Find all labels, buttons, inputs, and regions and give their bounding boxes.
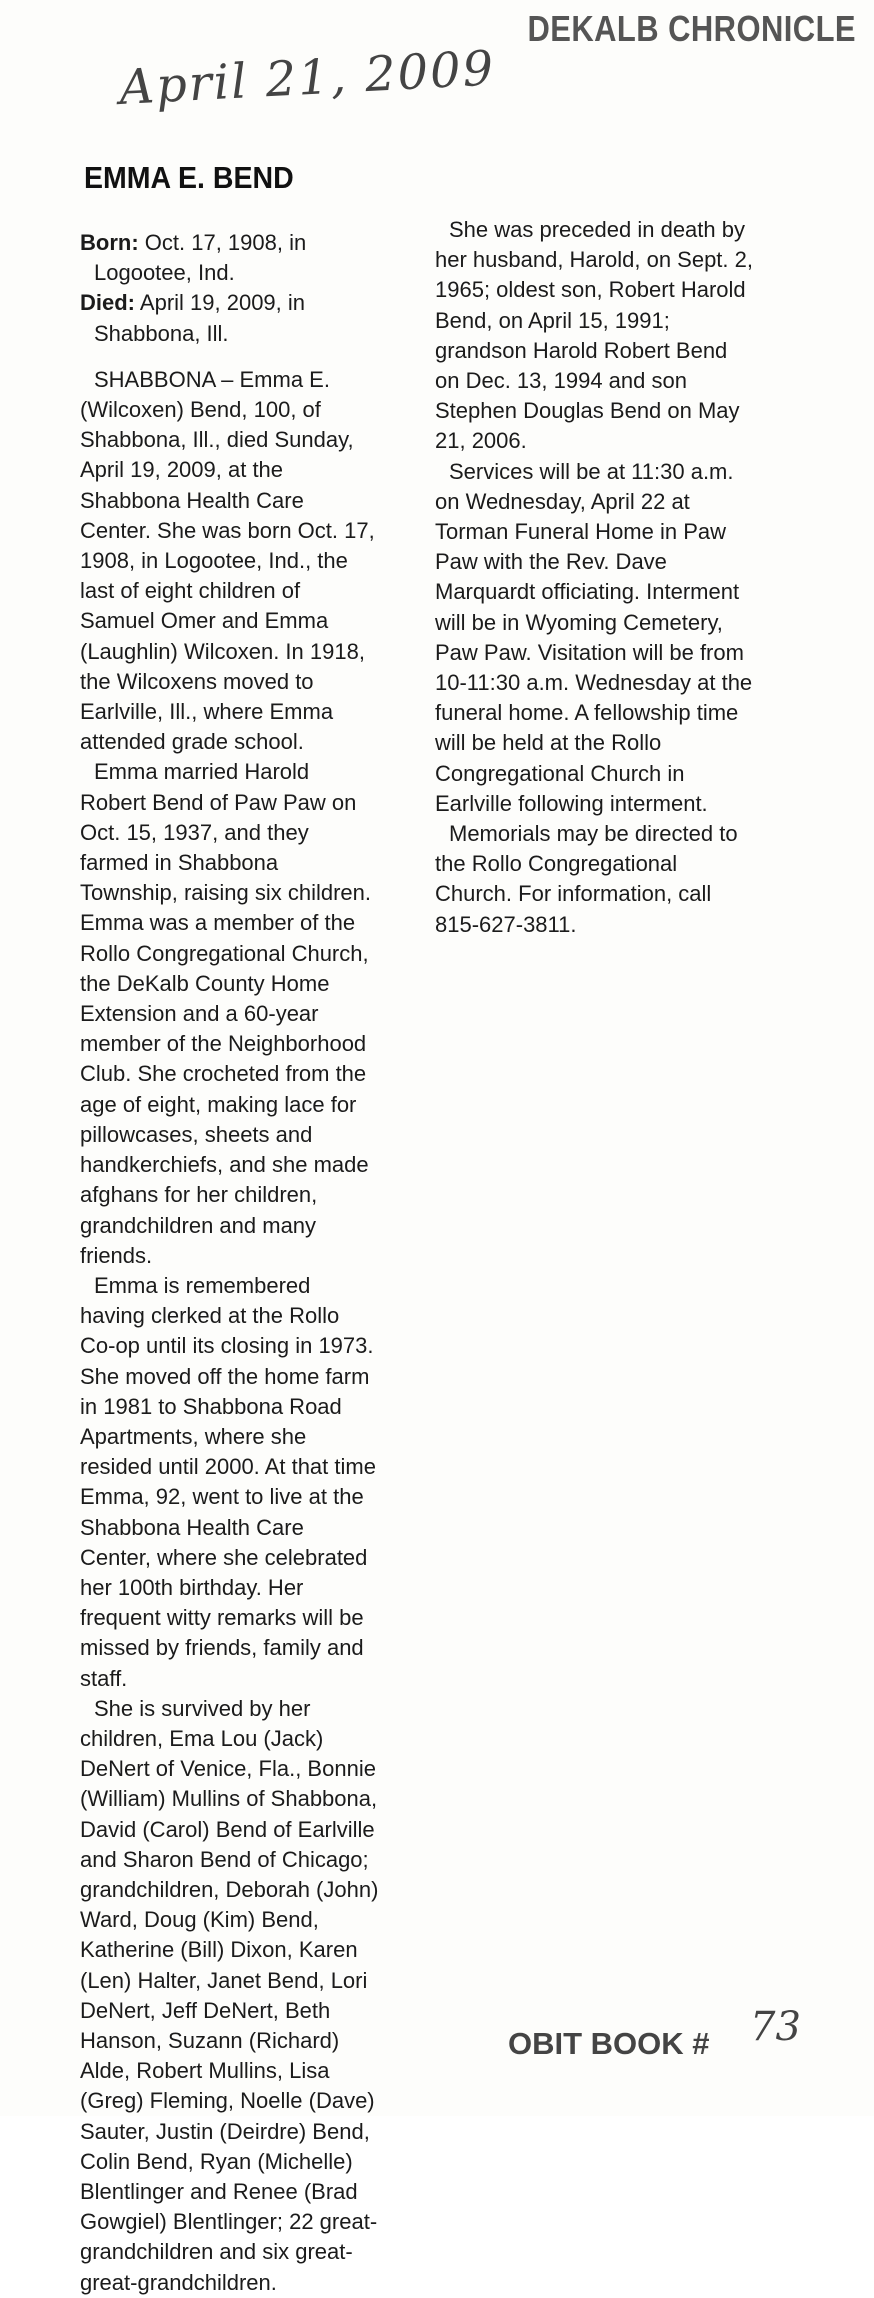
obituary-name: EMMA E. BEND [84,160,294,195]
obituary-paragraph: She is survived by her children, Ema Lou (Jack) DeNert of Venice, Fla., Bonnie (William) Mullins of Shabbona, David (Carol) Bend of Earlville and Sharon Bend of Chicago; grandchildren, Deborah (John) Ward, Doug (Kim) Bend, Katherine (Bill) Dixon, Karen (Len) Halter, Janet Bend, Lori DeNert, Jeff DeNert, Beth Hanson, Suzann (Richard) Alde, Robert Mullins, Lisa (Greg) Fleming, Noelle (Dave) Sauter, Justin (Deirdre) Bend, Colin Bend, Ryan (Michelle) Blentlinger and Renee (Brad Gowgiel) Blentlinger; 22 great-grandchildren and six great-great-grandchildren. [80,1695,379,2295]
died-text: April 19, 2009, in Shabbona, Ill. [94,290,306,346]
obituary-paragraph: She was preceded in death by her husband, Harold, on Sept. 2, 1965; oldest son, Robert Harold Bend, on April 15, 1991; grandson Harold Robert Bend on Dec. 13, 1994 and son Stephen Douglas Bend on May 21, 2006. [435,217,753,454]
obituary-paragraph: SHABBONA – Emma E. (Wilcoxen) Bend, 100, of Shabbona, Ill., died Sunday, April 19, 2009, at the Shabbona Health Care Center. She was born Oct. 17, 1908, in Logootee, Ind., the last of eight children of Samuel Omer and Emma (Laughlin) Wilcoxen. In 1918, the Wilcoxens moved to Earlville, Ill., where Emma attended grade school. [80,366,375,755]
obit-book-label: OBIT BOOK # [508,2026,710,2061]
obituary-paragraph: Emma is remembered having clerked at the Rollo Co-op until its closing in 1973. She moved off the home farm in 1981 to Shabbona Road Apartments, where she resided until 2000. At that time Emma, 92, went to live at the Shabbona Health Care Center, where she celebrated her 100th birthday. Her frequent witty remarks will be missed by friends, family and staff. [80,1272,376,1691]
died-line [80,288,380,348]
obituary-paragraph: Services will be at 11:30 a.m. on Wednesday, April 22 at Torman Funeral Home in Paw Paw with the Rev. Dave Marquardt officiating. Interment will be in Wyoming Cemetery, Paw Paw. Visitation will be from 10-11:30 a.m. Wednesday at the funeral home. A fellowship time will be held at the Rollo Congregational Church in Earlville following interment. [435,458,753,816]
column-left [80,198,380,2298]
obituary-paragraph: Emma married Harold Robert Bend of Paw Paw on Oct. 15, 1937, and they farmed in Shabbona Township, raising six children. Emma was a member of the Rollo Congregational Church, the DeKalb County Home Extension and a 60-year member of the Neighborhood Club. She crocheted from the age of eight, making lace for pillowcases, sheets and handkerchiefs, and she made afghans for her children, grandchildren and many friends. [80,759,372,1268]
newspaper-masthead: DEKALB CHRONICLE [527,8,856,49]
born-text: Oct. 17, 1908, in Logootee, Ind. [94,230,307,286]
obit-book-number: 73 [750,2004,801,2050]
born-label: Born: [80,230,139,255]
column-right [435,215,755,940]
obituary-paragraph: Memorials may be directed to the Rollo Congregational Church. For information, call 815-627-3811. [435,821,738,937]
handwritten-date: April 21, 2009 [118,40,497,116]
died-label: Died: [80,290,135,316]
born-line [80,228,380,288]
